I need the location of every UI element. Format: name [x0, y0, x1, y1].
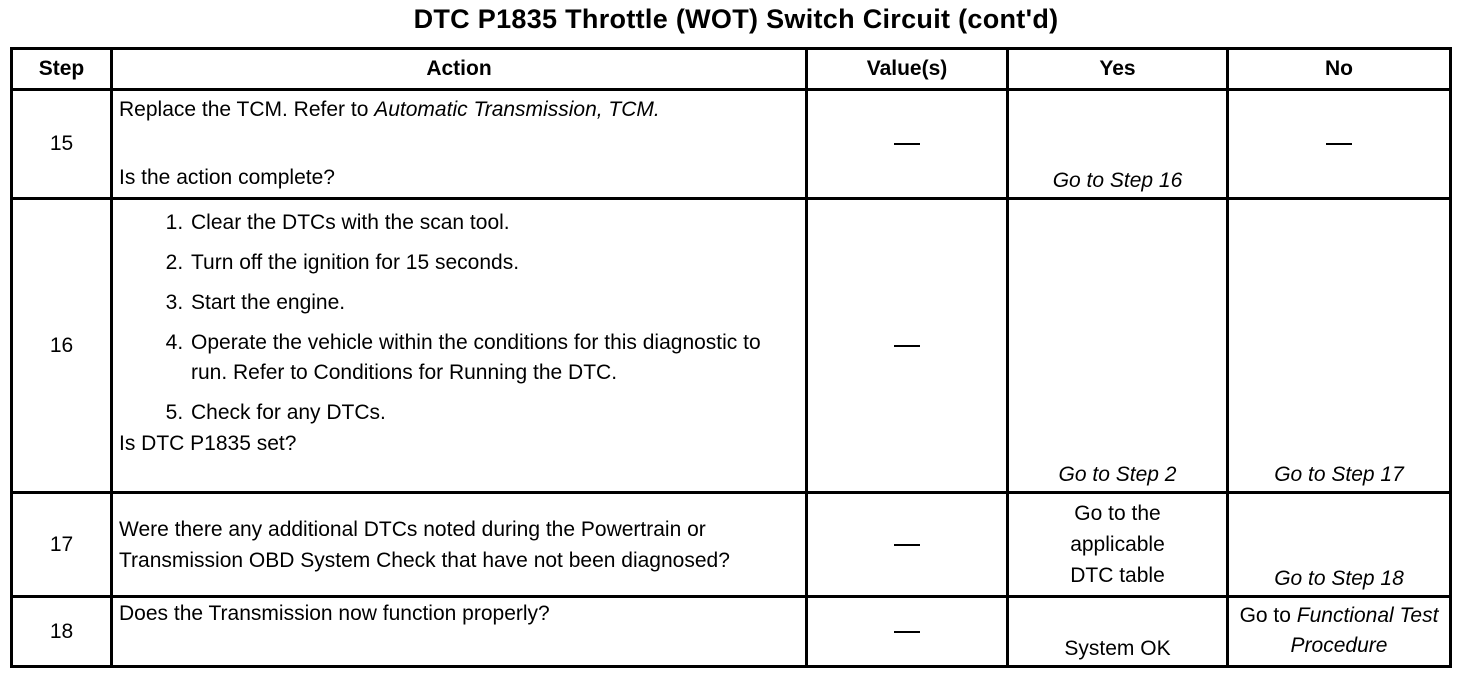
yes-cell: Go to Step 2 — [1008, 199, 1228, 493]
yes-cell: Go to the applicable DTC table — [1008, 493, 1228, 597]
diagnostic-table — [10, 47, 1452, 668]
no-cell — [1228, 90, 1451, 199]
list-item: 1. Clear the DTCs with the scan tool. — [189, 208, 799, 238]
action-cell — [112, 199, 807, 493]
header-step: Step — [12, 49, 112, 90]
list-item: 4. Operate the vehicle within the conditions for this diagnostic to run. Refer to Conditions for Running the DTC. — [189, 328, 781, 388]
value-cell — [807, 90, 1008, 199]
no-cell — [1228, 597, 1451, 667]
action-question: Is DTC P1835 set? — [119, 432, 297, 455]
value-dash — [894, 143, 920, 145]
value-cell — [807, 597, 1008, 667]
step-number: 17 — [12, 493, 112, 597]
table-row — [12, 199, 1451, 493]
value-dash — [894, 544, 920, 546]
action-question: Were there any additional DTCs noted during the Powertrain or Transmission OBD System Check that have not been diagnosed? — [112, 493, 807, 597]
header-yes: Yes — [1008, 49, 1228, 90]
action-prefix: Replace the TCM. Refer to — [119, 98, 375, 121]
table-row — [12, 493, 1451, 597]
list-item: 2. Turn off the ignition for 15 seconds. — [189, 248, 799, 278]
no-cell: Go to Step 17 — [1228, 199, 1451, 493]
list-item: 3. Start the engine. — [189, 288, 799, 318]
table-row — [12, 597, 1451, 667]
value-cell — [807, 493, 1008, 597]
list-item: 5. Check for any DTCs. — [189, 398, 799, 428]
yes-cell: Go to Step 16 — [1008, 90, 1228, 199]
step-number: 15 — [12, 90, 112, 199]
table-row — [12, 90, 1451, 199]
header-action: Action — [112, 49, 807, 90]
no-prefix: Go to — [1239, 604, 1297, 627]
header-no: No — [1228, 49, 1451, 90]
value-dash — [894, 631, 920, 633]
step-number: 16 — [12, 199, 112, 493]
header-row — [12, 49, 1451, 90]
procedure-list — [119, 208, 799, 428]
yes-cell: System OK — [1008, 597, 1228, 667]
action-question: Is the action complete? — [119, 166, 335, 189]
action-text — [119, 97, 660, 123]
document-title: DTC P1835 Throttle (WOT) Switch Circuit (cont'd) — [413, 4, 1059, 34]
step-number: 18 — [12, 597, 112, 667]
action-question: Does the Transmission now function properly? — [112, 597, 807, 667]
action-reference: Automatic Transmission, TCM. — [374, 98, 660, 121]
header-values: Value(s) — [807, 49, 1008, 90]
value-dash — [894, 345, 920, 347]
no-reference: Functional Test Procedure — [1290, 604, 1439, 657]
no-cell: Go to Step 18 — [1228, 493, 1451, 597]
action-cell — [112, 90, 807, 199]
value-cell — [807, 199, 1008, 493]
no-dash — [1326, 143, 1352, 145]
